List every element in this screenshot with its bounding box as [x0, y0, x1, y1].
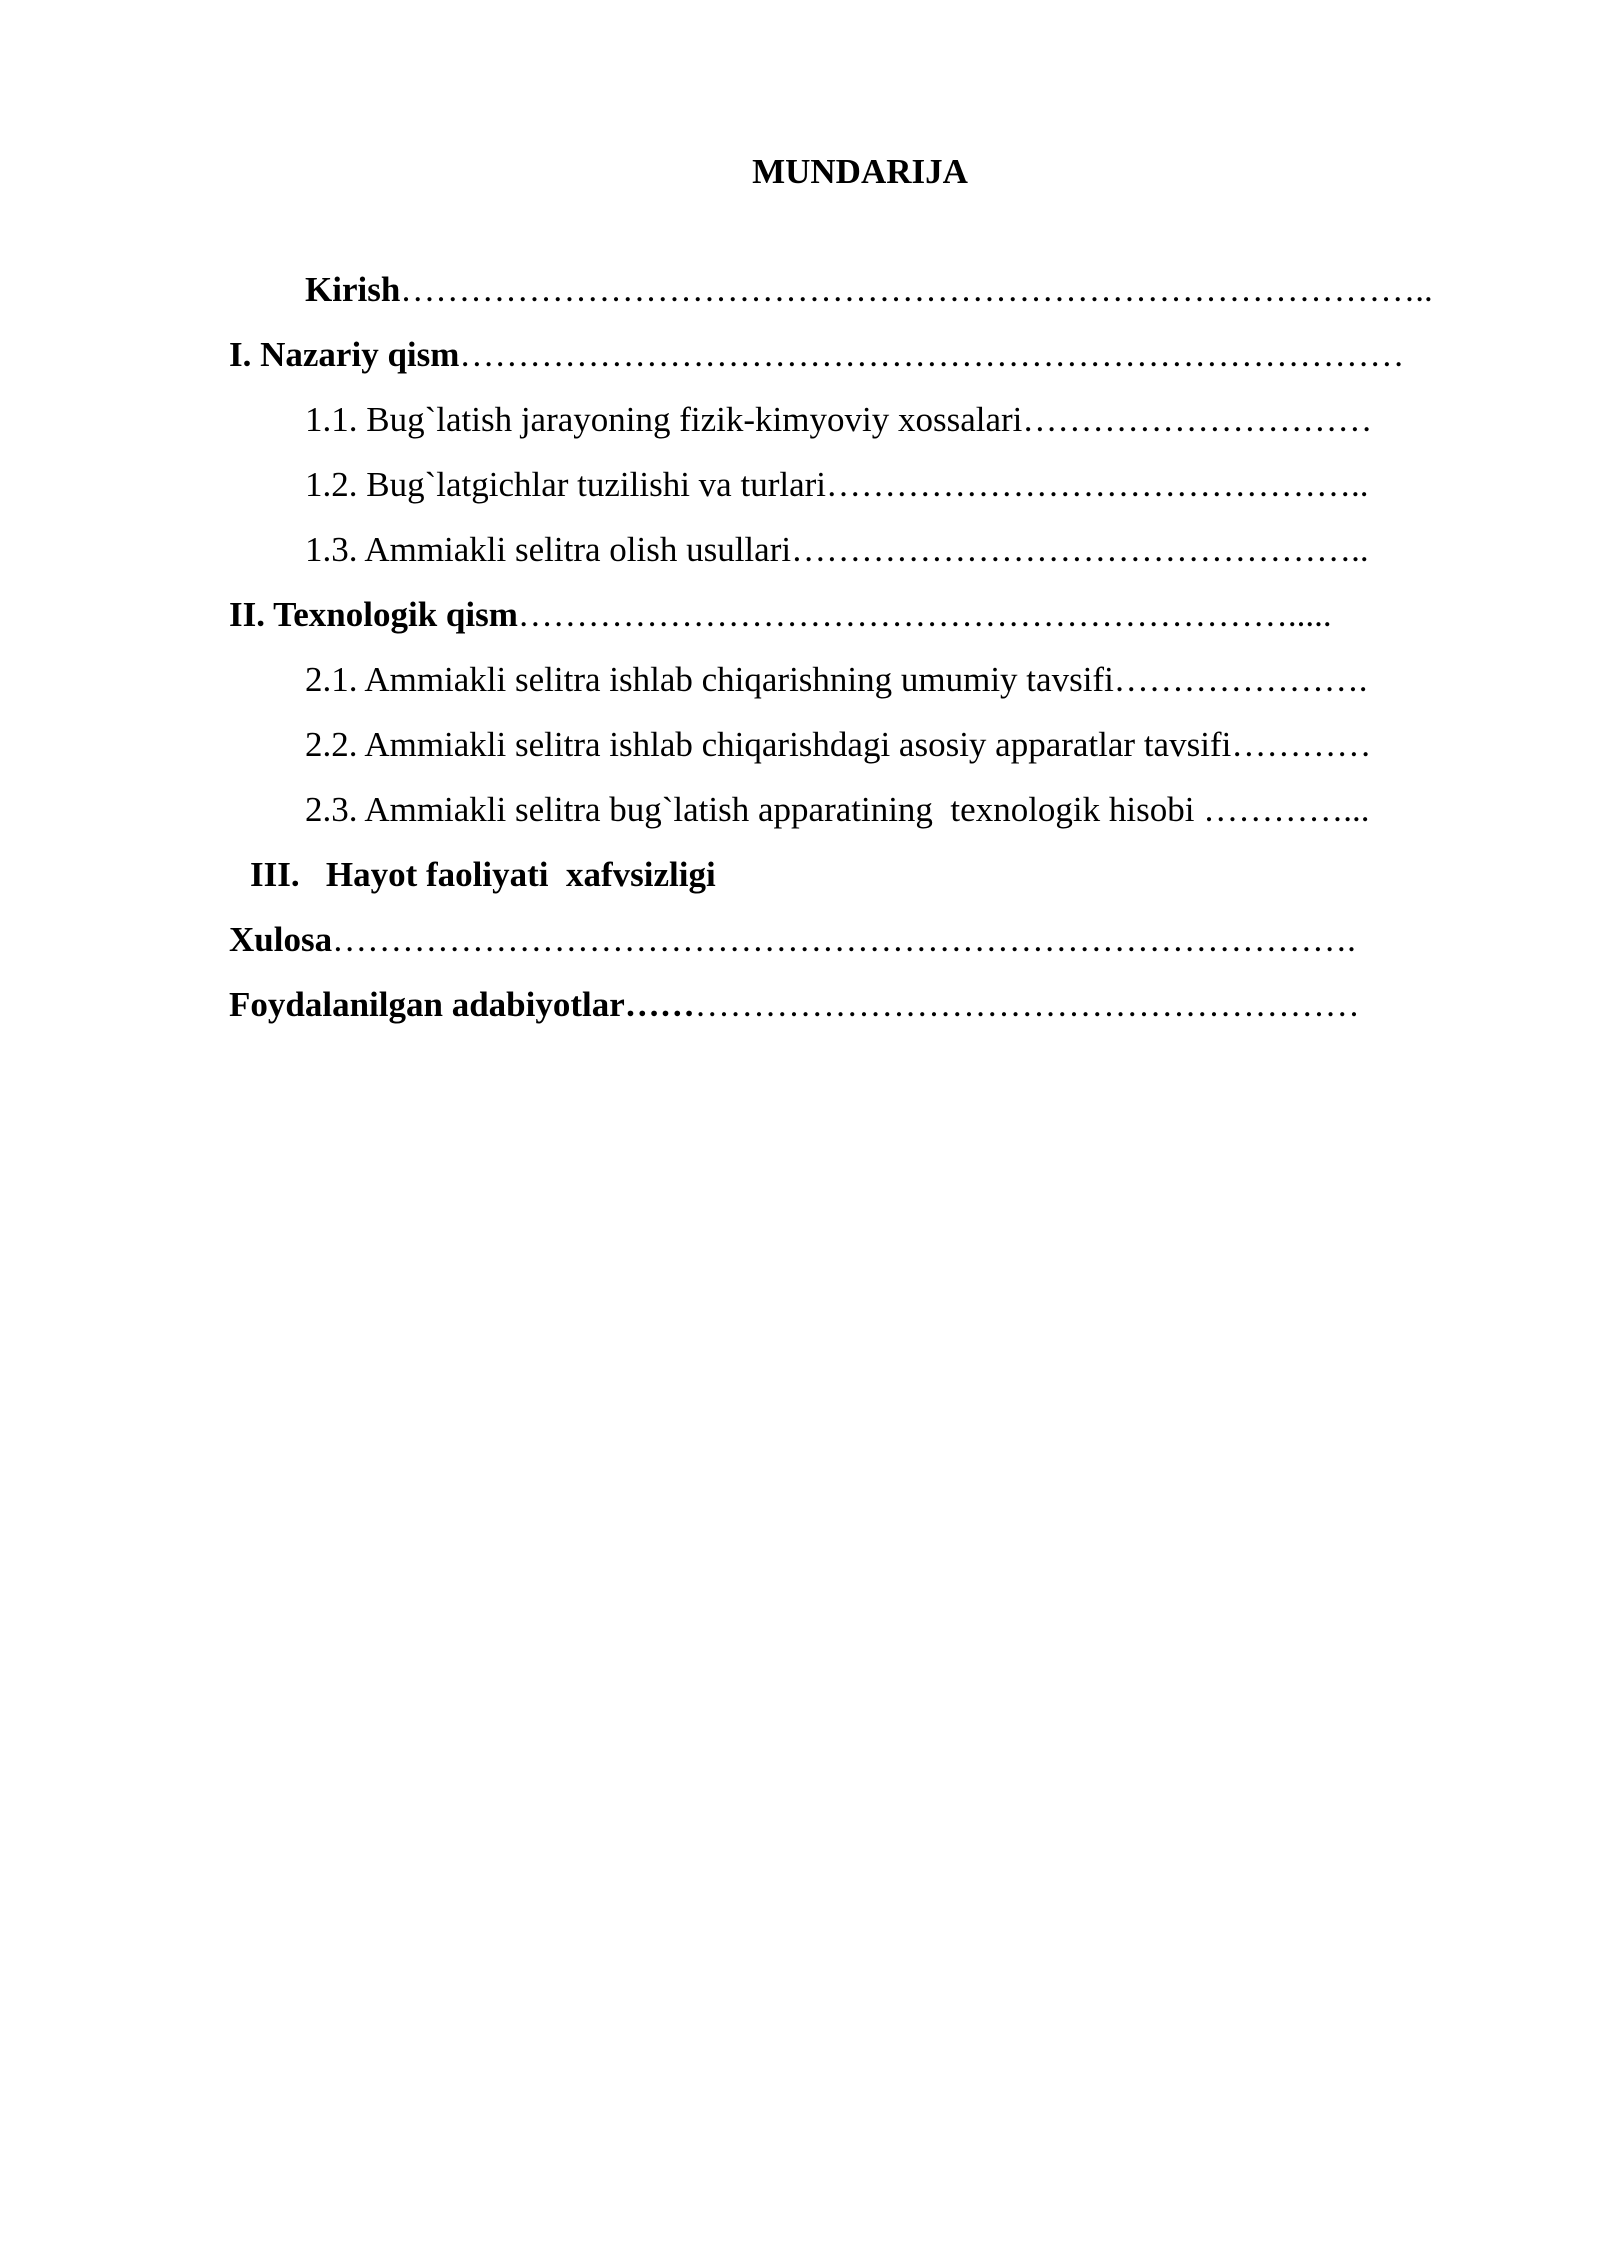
- toc-leader-dots: ………………………………………………………….....: [517, 595, 1332, 634]
- toc-leader-dots: ……………………………………………………………………………..: [400, 270, 1433, 309]
- toc-entry-adabiyotlar: [229, 985, 1360, 1025]
- toc-entry-label: 2.1. Ammiakli selitra ishlab chiqarishning umumiy tavsifi: [305, 660, 1114, 699]
- toc-leader-dots: …………………………: [1022, 400, 1373, 439]
- toc-leader-dots: ………………………………………..: [825, 465, 1369, 504]
- toc-entry-label: Kirish: [305, 270, 401, 309]
- toc-entry-label: Xulosa: [229, 920, 333, 959]
- toc-entry-kirish: [305, 270, 1433, 310]
- toc-entry-label: II. Texnologik qism: [229, 595, 518, 634]
- toc-leader-dots: …………...: [1203, 790, 1370, 829]
- toc-leader-dots: …………………………………………………………………………….: [332, 920, 1356, 959]
- toc-entry-2-1: [305, 660, 1368, 700]
- toc-entry-hayot-faoliyati: [250, 855, 716, 895]
- toc-leader-dots: …………: [1231, 725, 1372, 764]
- toc-entry-label: 2.3. Ammiakli selitra bug`latish apparatining texnologik hisobi: [305, 790, 1204, 829]
- toc-entry-label: 1.2. Bug`latgichlar tuzilishi va turlari: [305, 465, 826, 504]
- toc-entry-2-3: [305, 790, 1369, 830]
- toc-entry-label: III. Hayot faoliyati xafvsizligi: [250, 855, 716, 894]
- toc-entry-1-3: [305, 530, 1369, 570]
- toc-entry-label: I. Nazariy qism: [229, 335, 460, 374]
- toc-entry-1-1: [305, 400, 1372, 440]
- toc-entry-1-2: [305, 465, 1368, 505]
- toc-entry-2-2: [305, 725, 1371, 765]
- toc-entry-label: 1.1. Bug`latish jarayoning fizik-kimyoviy xossalari: [305, 400, 1023, 439]
- toc-leader-dots: …………………………………………..: [791, 530, 1369, 569]
- toc-leader-dots: …………………………………………………: [694, 985, 1360, 1024]
- page-title: MUNDARIJA: [752, 152, 968, 191]
- toc-entry-label: Foydalanilgan adabiyotlar: [229, 985, 625, 1024]
- toc-entry-xulosa: [229, 920, 1356, 960]
- toc-entry-nazariy-qism: [229, 335, 1404, 375]
- toc-leader-dots: ………………………………………………………………………: [459, 335, 1405, 374]
- toc-leader-dots-bold: ……: [624, 985, 695, 1024]
- toc-leader-dots: ………………….: [1113, 660, 1368, 699]
- toc-entry-texnologik-qism: [229, 595, 1332, 635]
- toc-entry-label: 2.2. Ammiakli selitra ishlab chiqarishdagi asosiy apparatlar tavsifi: [305, 725, 1232, 764]
- toc-entry-label: 1.3. Ammiakli selitra olish usullari: [305, 530, 792, 569]
